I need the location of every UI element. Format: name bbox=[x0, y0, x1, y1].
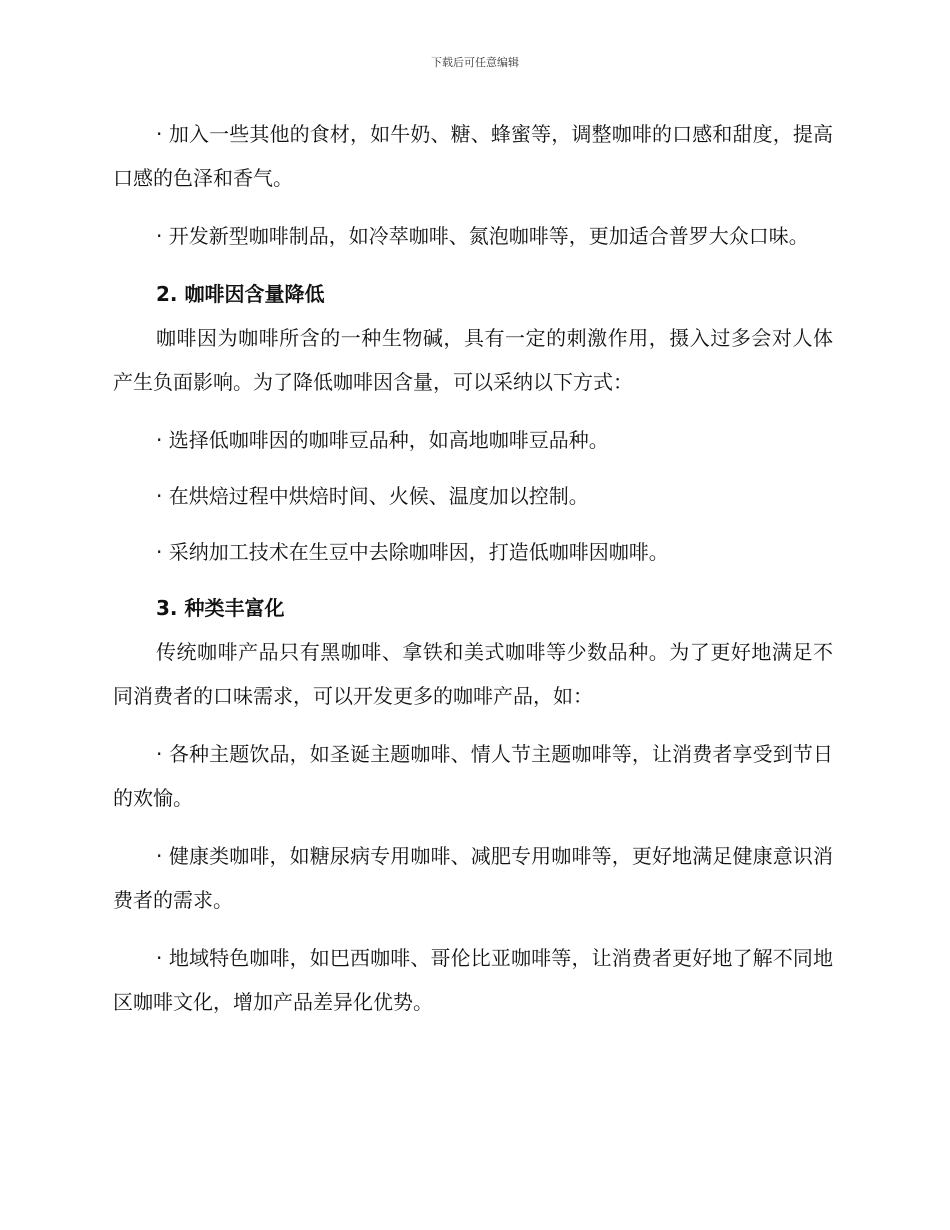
page-header: 下载后可任意编辑 bbox=[431, 56, 519, 69]
bullet-paragraph: · 各种主题饮品，如圣诞主题咖啡、情人节主题咖啡等，让消费者享受到节日的欢愉。 bbox=[113, 742, 833, 810]
section-heading: 3. 种类丰富化 bbox=[156, 596, 285, 620]
bullet-paragraph: · 加入一些其他的食材，如牛奶、糖、蜂蜜等，调整咖啡的口感和甜度，提高口感的色泽和香气。 bbox=[113, 122, 833, 190]
bullet-paragraph: · 地域特色咖啡，如巴西咖啡、哥伦比亚咖啡等，让消费者更好地了解不同地区咖啡文化，增加产品差异化优势。 bbox=[113, 946, 833, 1014]
bullet-paragraph: · 在烘焙过程中烘焙时间、火候、温度加以控制。 bbox=[156, 484, 589, 508]
document-body bbox=[113, 112, 833, 1038]
bullet-paragraph: · 健康类咖啡，如糖尿病专用咖啡、减肥专用咖啡等，更好地满足健康意识消费者的需求。 bbox=[113, 844, 833, 912]
body-paragraph: 传统咖啡产品只有黑咖啡、拿铁和美式咖啡等少数品种。为了更好地满足不同消费者的口味需求，可以开发更多的咖啡产品，如： bbox=[113, 640, 833, 708]
bullet-paragraph: · 采纳加工技术在生豆中去除咖啡因，打造低咖啡因咖啡。 bbox=[156, 540, 669, 564]
bullet-paragraph: · 开发新型咖啡制品，如冷萃咖啡、氮泡咖啡等，更加适合普罗大众口味。 bbox=[156, 224, 809, 248]
bullet-paragraph: · 选择低咖啡因的咖啡豆品种，如高地咖啡豆品种。 bbox=[156, 428, 609, 452]
section-heading: 2. 咖啡因含量降低 bbox=[156, 282, 325, 306]
body-paragraph: 咖啡因为咖啡所含的一种生物碱，具有一定的刺激作用，摄入过多会对人体产生负面影响。为了降低咖啡因含量，可以采纳以下方式： bbox=[113, 326, 833, 394]
